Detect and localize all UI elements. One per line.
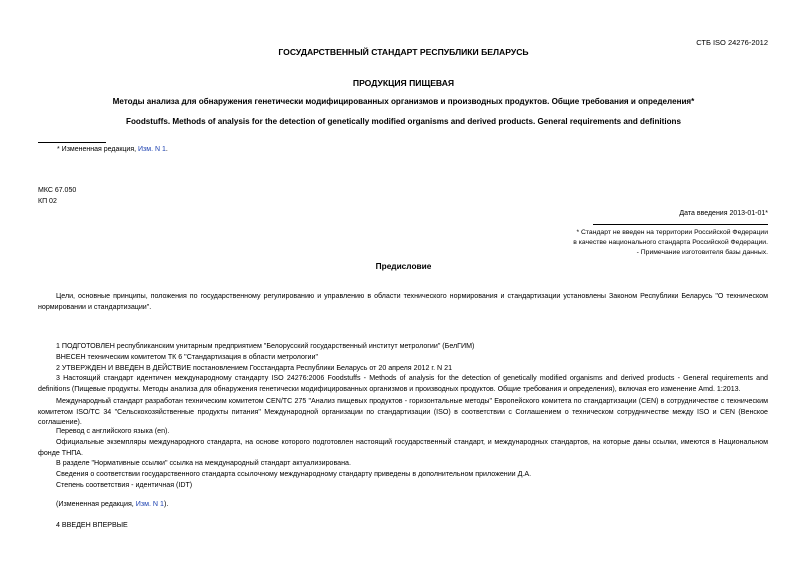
- amendment-note-text: (Измененная редакция,: [56, 500, 136, 508]
- doc-code: СТБ ISO 24276-2012: [696, 38, 768, 47]
- foreword-heading: Предисловие: [375, 261, 432, 271]
- item-3-identical: 3 Настоящий стандарт идентичен международному стандарту ISO 24276:2006 Foodstuffs - Methods of analysis for the detection of genetically modified organisms and derived products - General requirements and definitions (Пищевые продукты. Методы анализа для обнаружения генетически модифицированных организмов и производных продуктов. Общие требования и определения), включая его изменение Amd. 1:2013.: [38, 374, 768, 393]
- footnote-db-note: - Примечание изготовителя базы данных.: [636, 249, 768, 256]
- item-1-prepared: 1 ПОДГОТОВЛЕН республиканским унитарным предприятием "Белорусский государственный институт метрологии" (БелГИМ): [56, 342, 475, 350]
- title-ru: Методы анализа для обнаружения генетически модифицированных организмов и производных продуктов. Общие требования и определения*: [112, 97, 695, 106]
- product-title: ПРОДУКЦИЯ ПИЩЕВАЯ: [352, 78, 455, 88]
- title-en: Foodstuffs. Methods of analysis for the detection of genetically modified organisms and derived products. General requirements and definitions: [126, 117, 681, 126]
- item-3-translation: Перевод с английского языка (en).: [56, 427, 170, 435]
- item-1-introduced: ВНЕСЕН техническим комитетом ТК 6 "Стандартизация в области метрологии": [56, 353, 318, 361]
- mks-code: МКС 67.050: [38, 187, 77, 194]
- footnote-amendment-suffix: .: [165, 146, 168, 153]
- state-standard-heading: ГОСУДАРСТВЕННЫЙ СТАНДАРТ РЕСПУБЛИКИ БЕЛАРУСЬ: [278, 47, 529, 57]
- item-3-normative-refs: В разделе "Нормативные ссылки" ссылка на международный стандарт актуализирована.: [56, 459, 351, 467]
- amendment-note-link[interactable]: Изм. N 1: [135, 500, 164, 508]
- footnote-not-in-force: * Стандарт не введен на территории Российской Федерации: [576, 229, 768, 236]
- item-3-conformity-info: Сведения о соответствии государственного стандарта ссылочному международному стандарту приведены в дополнительном приложении Д.А.: [56, 470, 532, 478]
- amendment-note: [56, 500, 168, 508]
- item-3-degree: Степень соответствия - идентичная (IDT): [56, 481, 193, 489]
- footnote-national-standard: в качестве национального стандарта Российской Федерации.: [573, 239, 768, 246]
- footnote-amendment: [57, 146, 168, 153]
- footnote-divider-2: [593, 224, 768, 225]
- footnote-divider: [38, 142, 106, 143]
- amendment-note-suffix: ).: [163, 500, 169, 508]
- amendment-link[interactable]: Изм. N 1: [138, 146, 166, 153]
- footnote-amendment-text: * Измененная редакция,: [57, 146, 139, 153]
- introduction-date: Дата введения 2013-01-01*: [679, 210, 768, 217]
- item-3-developed: Международный стандарт разработан техническим комитетом CEN/TC 275 "Анализ пищевых продуктов - горизонтальные методы" Европейского комитета по стандартизации (CEN) в сотрудничестве с техническим комитетом ISO/TC 34 "Сельскохозяйственные продукты питания" Международной организации по стандартизации (ISO) в соответствии с Соглашением о техническом сотрудничестве между ISO и CEN (Венское соглашение).: [38, 397, 768, 426]
- item-4-first-introduced: 4 ВВЕДЕН ВПЕРВЫЕ: [56, 521, 128, 529]
- kp-code: КП 02: [38, 198, 57, 205]
- intro-paragraph: Цели, основные принципы, положения по государственному регулированию и управлению в области технического нормирования и стандартизации установлены Законом Республики Беларусь "О техническом нормировании и стандартизации".: [38, 292, 768, 311]
- item-2-approved: 2 УТВЕРЖДЕН И ВВЕДЕН В ДЕЙСТВИЕ постановлением Госстандарта Республики Беларусь от 20 апреля 2012 г. N 21: [56, 364, 453, 372]
- item-3-official-copies: Официальные экземпляры международного стандарта, на основе которого подготовлен настоящий государственный стандарт, и международных стандартов, на которые даны ссылки, имеются в Национальном фонде ТНПА.: [38, 438, 768, 457]
